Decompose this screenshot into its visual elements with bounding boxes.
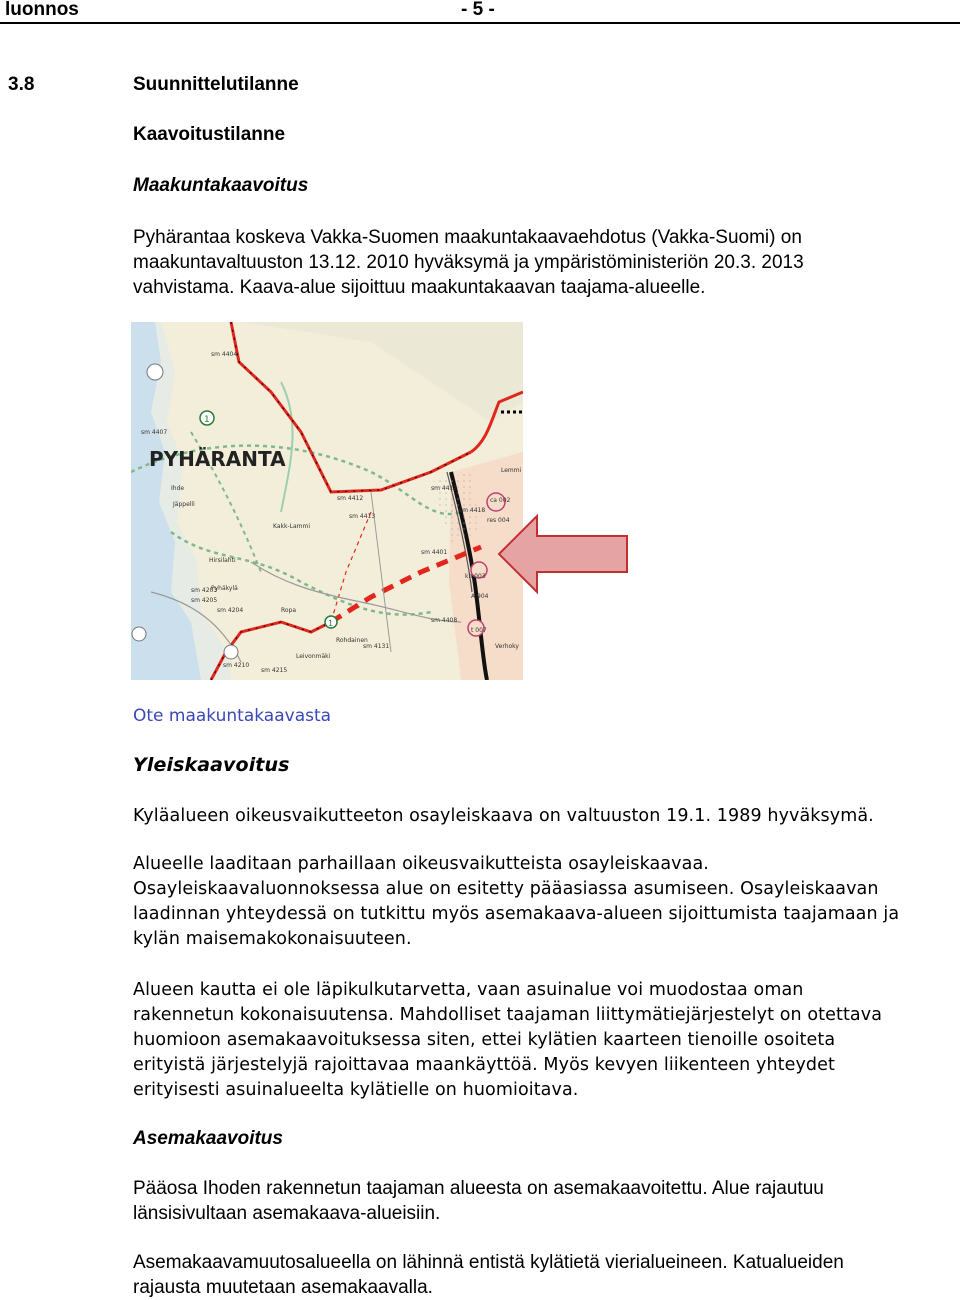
map-label: sm 4407 xyxy=(141,429,168,436)
map-label: sm 4204 xyxy=(217,607,244,614)
asema-heading: Asemakaavoitus xyxy=(133,1128,283,1149)
map-label: A 904 xyxy=(471,593,489,600)
map-label: Ropa xyxy=(281,607,297,614)
text-line: erityisesti asuinalueelta kylätielle on huomioitava. xyxy=(133,1080,579,1100)
map-label: sm 4215 xyxy=(261,667,288,674)
map-caption: Ote maakuntakaavasta xyxy=(133,706,332,726)
map-label: Pyhäkylä xyxy=(211,585,238,592)
map-label: sm 4408 xyxy=(431,617,458,624)
page-number: - 5 - xyxy=(461,0,495,20)
text-line: rakennetun kokonaisuutensa. Mahdolliset taajaman liittymätiejärjestelyt on otettava xyxy=(133,1005,883,1025)
map-label: Kakk-Lammi xyxy=(273,523,310,530)
text-line: Alueelle laaditaan parhaillaan oikeusvaikutteista osayleiskaavaa. xyxy=(133,854,709,874)
yleis-paragraph-3 xyxy=(133,978,953,1103)
section-number: 3.8 xyxy=(8,74,35,95)
text-line: länsisivultaan asemakaava-alueisiin. xyxy=(133,1203,441,1224)
asema-paragraph-2 xyxy=(133,1250,953,1300)
maakunta-paragraph xyxy=(133,225,953,300)
text-line: laadinnan yhteydessä on tutkittu myös asemakaava-alueen sijoittumista taajamaan ja xyxy=(133,904,900,924)
map-label: Rohdainen xyxy=(336,637,368,644)
map-label: sm 4210 xyxy=(223,662,250,669)
text-line: Osayleiskaavaluonnoksessa alue on esitetty pääasiassa asumiseen. Osayleiskaavan xyxy=(133,879,879,899)
map-label: sm 4205 xyxy=(191,597,218,604)
text-line: rajausta muutetaan asemakaavalla. xyxy=(133,1277,433,1298)
text-line: Asemakaavamuutosalueella on lähinnä entistä kylätietä vierialueineen. Katualueiden xyxy=(133,1252,844,1273)
map-label: ca 002 xyxy=(490,497,511,504)
map-place-label: PYHÄRANTA xyxy=(149,447,286,471)
map-label: kh 003 xyxy=(465,573,486,580)
text-line: erityistä järjestelyjä rajoittavaa maankäyttöä. Myös kevyen liikenteen yhteydet xyxy=(133,1055,835,1075)
map-label: Jäppelli xyxy=(173,501,195,508)
page-header xyxy=(0,0,960,22)
map-label: sm 4417 xyxy=(431,485,458,492)
yleis-heading: Yleiskaavoitus xyxy=(133,754,290,776)
header-rule xyxy=(0,22,960,24)
map-label: Lemmi xyxy=(501,467,522,474)
asema-paragraph-1 xyxy=(133,1176,953,1226)
yleis-paragraph-2 xyxy=(133,852,953,952)
map-circle-label: 1 xyxy=(328,619,334,628)
text-line: Kyläalueen oikeusvaikutteeton osayleiskaava on valtuuston 19.1. 1989 hyväksymä. xyxy=(133,806,874,826)
text-line: vahvistama. Kaava-alue sijoittuu maakuntakaavan taajama-alueelle. xyxy=(133,277,706,298)
map-label: sm 4203 xyxy=(191,587,218,594)
text-line: maakuntavaltuuston 13.12. 2010 hyväksymä ja ympäristöministeriön 20.3. 2013 xyxy=(133,252,804,273)
map-label: sm 4412 xyxy=(337,495,364,502)
section-title: Suunnittelutilanne xyxy=(133,74,299,95)
map-label: Ihde xyxy=(171,485,185,492)
map-label: t 007 xyxy=(471,627,487,634)
map-label: Hirsilahti xyxy=(209,557,236,564)
text-line: huomioon asemakaavoituksessa siten, ettei kylätien kaarteen tienoille osoiteta xyxy=(133,1030,836,1050)
text-line: Pyhärantaa koskeva Vakka-Suomen maakuntakaavaehdotus (Vakka-Suomi) on xyxy=(133,227,802,248)
location-arrow-icon xyxy=(497,514,629,594)
map-label: Leivonmäki xyxy=(296,653,331,660)
map-label: sm 4418 xyxy=(459,507,486,514)
map-label: Verhoky xyxy=(495,643,519,650)
text-line: Pääosa Ihoden rakennetun taajaman alueesta on asemakaavoitettu. Alue rajautuu xyxy=(133,1178,824,1199)
map-label: sm 4413 xyxy=(349,513,376,520)
text-line: Alueen kautta ei ole läpikulkutarvetta, vaan asuinalue voi muodostaa oman xyxy=(133,980,804,1000)
subsection-title: Kaavoitustilanne xyxy=(133,124,286,145)
maakunta-heading: Maakuntakaavoitus xyxy=(133,175,309,196)
map-label: res 004 xyxy=(487,517,510,524)
draft-label: luonnos xyxy=(5,0,79,20)
map-circle-label: 1 xyxy=(204,415,210,425)
text-line: kylän maisemakokonaisuuteen. xyxy=(133,929,412,949)
map-label: sm 4401 xyxy=(421,549,448,556)
map-label: sm 4404 xyxy=(211,351,238,358)
map-label: sm 4131 xyxy=(363,643,390,650)
yleis-paragraph-1 xyxy=(133,804,953,829)
regional-plan-map xyxy=(131,322,523,680)
